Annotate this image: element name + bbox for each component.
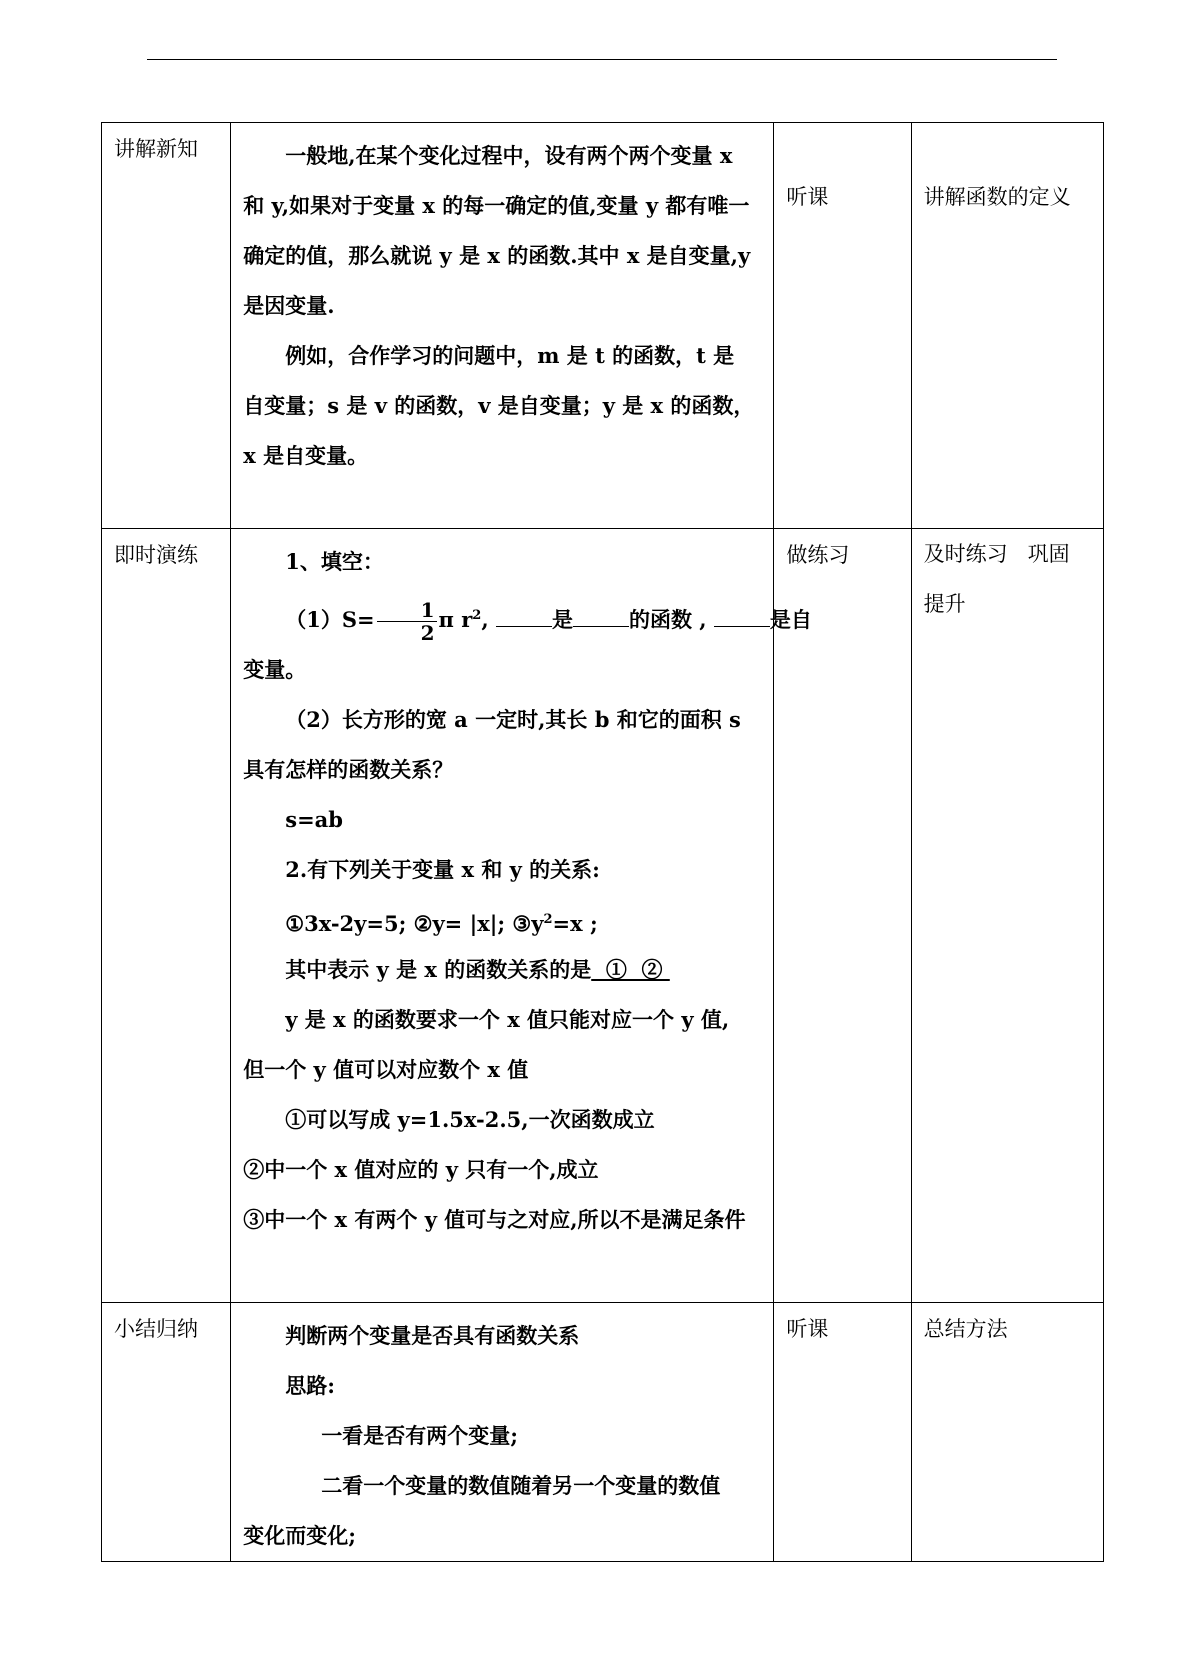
- content-cell: [231, 529, 812, 1303]
- content-line: 但一个 y 值可以对应数个 x 值: [243, 1057, 529, 1082]
- content-line: 一看是否有两个变量;: [321, 1423, 519, 1448]
- design-intent-cell: [911, 529, 1103, 1303]
- answer-underlined: ① ②: [591, 957, 670, 982]
- stage-cell: [102, 123, 231, 529]
- content-cell: [231, 123, 774, 529]
- stage-label: 即时演练: [114, 543, 198, 567]
- design-intent: 及时练习 巩固: [923, 542, 1070, 566]
- stage-label: 小结归纳: [114, 1317, 198, 1341]
- content-line: ③中一个 x 有两个 y 值可与之对应,所以不是满足条件: [243, 1207, 746, 1232]
- lesson-plan-table: [101, 122, 1104, 1562]
- question-2: （2）长方形的宽 a 一定时,其长 b 和它的面积 s: [285, 707, 741, 732]
- content-line: 自变量；s 是 v 的函数，v 是自变量；y 是 x 的函数，: [243, 393, 755, 418]
- design-intent: 讲解函数的定义: [923, 185, 1071, 209]
- content-line: y 是 x 的函数要求一个 x 值只能对应一个 y 值,: [285, 1007, 730, 1032]
- table-row: [102, 529, 1104, 1303]
- student-activity: 做练习: [786, 543, 850, 567]
- stage-cell: [102, 1303, 231, 1562]
- content-line: 判断两个变量是否具有函数关系: [285, 1323, 580, 1348]
- header-rule: [147, 59, 1057, 60]
- content-line: 具有怎样的函数关系？: [243, 757, 454, 782]
- student-activity: 听课: [786, 185, 829, 209]
- content-line: ①可以写成 y=1.5x-2.5,一次函数成立: [285, 1107, 655, 1132]
- content-line: 是因变量.: [243, 293, 335, 318]
- content-line: 变量。: [243, 657, 307, 682]
- relations-line: ①3x-2y=5; ②y= |x|; $③y^2=x$ ;: [285, 911, 598, 936]
- design-intent-cell: [911, 1303, 1103, 1562]
- fill-blank[interactable]: [496, 606, 552, 627]
- answer-text: s=ab: [285, 807, 343, 832]
- fraction-one-half: $\frac{1}{2}$: [377, 599, 437, 644]
- content-line: x 是自变量。: [243, 443, 369, 468]
- student-activity-cell: [774, 1303, 911, 1562]
- design-intent: 提升: [923, 592, 966, 616]
- exercise-title: 1、填空：: [285, 549, 384, 574]
- question-1: （1）S= $\frac{1}{2}$ π $r^2$, 是 的函数 , 是自: [285, 598, 812, 645]
- design-intent: 总结方法: [923, 1317, 1008, 1341]
- content-line: 确定的值，那么就说 y 是 x 的函数.其中 x 是自变量,y: [243, 243, 751, 268]
- question-line: 其中表示 y 是 x 的函数关系的是 ① ②: [285, 957, 670, 982]
- content-line: 一般地,在某个变化过程中，设有两个两个变量 x: [285, 143, 733, 168]
- content-line: 和 y,如果对于变量 x 的每一确定的值,变量 y 都有唯一: [243, 193, 750, 218]
- content-line: ②中一个 x 值对应的 y 只有一个,成立: [243, 1157, 599, 1182]
- student-activity-cell: [774, 123, 911, 529]
- fill-blank[interactable]: [573, 606, 629, 627]
- fill-blank[interactable]: [714, 606, 770, 627]
- content-line: 变化而变化;: [243, 1523, 357, 1548]
- content-line: 思路:: [285, 1373, 336, 1398]
- table-row: [102, 1303, 1104, 1562]
- content-line: 二看一个变量的数值随着另一个变量的数值: [321, 1473, 721, 1498]
- problem-2-title: 2.有下列关于变量 x 和 y 的关系:: [285, 857, 600, 882]
- design-intent-cell: [911, 123, 1103, 529]
- stage-cell: [102, 529, 231, 1303]
- content-line: 例如，合作学习的问题中，m 是 t 的函数，t 是: [285, 343, 735, 368]
- stage-label: 讲解新知: [114, 137, 198, 161]
- table-row: [102, 123, 1104, 529]
- student-activity: 听课: [786, 1317, 829, 1341]
- content-cell: [231, 1303, 774, 1562]
